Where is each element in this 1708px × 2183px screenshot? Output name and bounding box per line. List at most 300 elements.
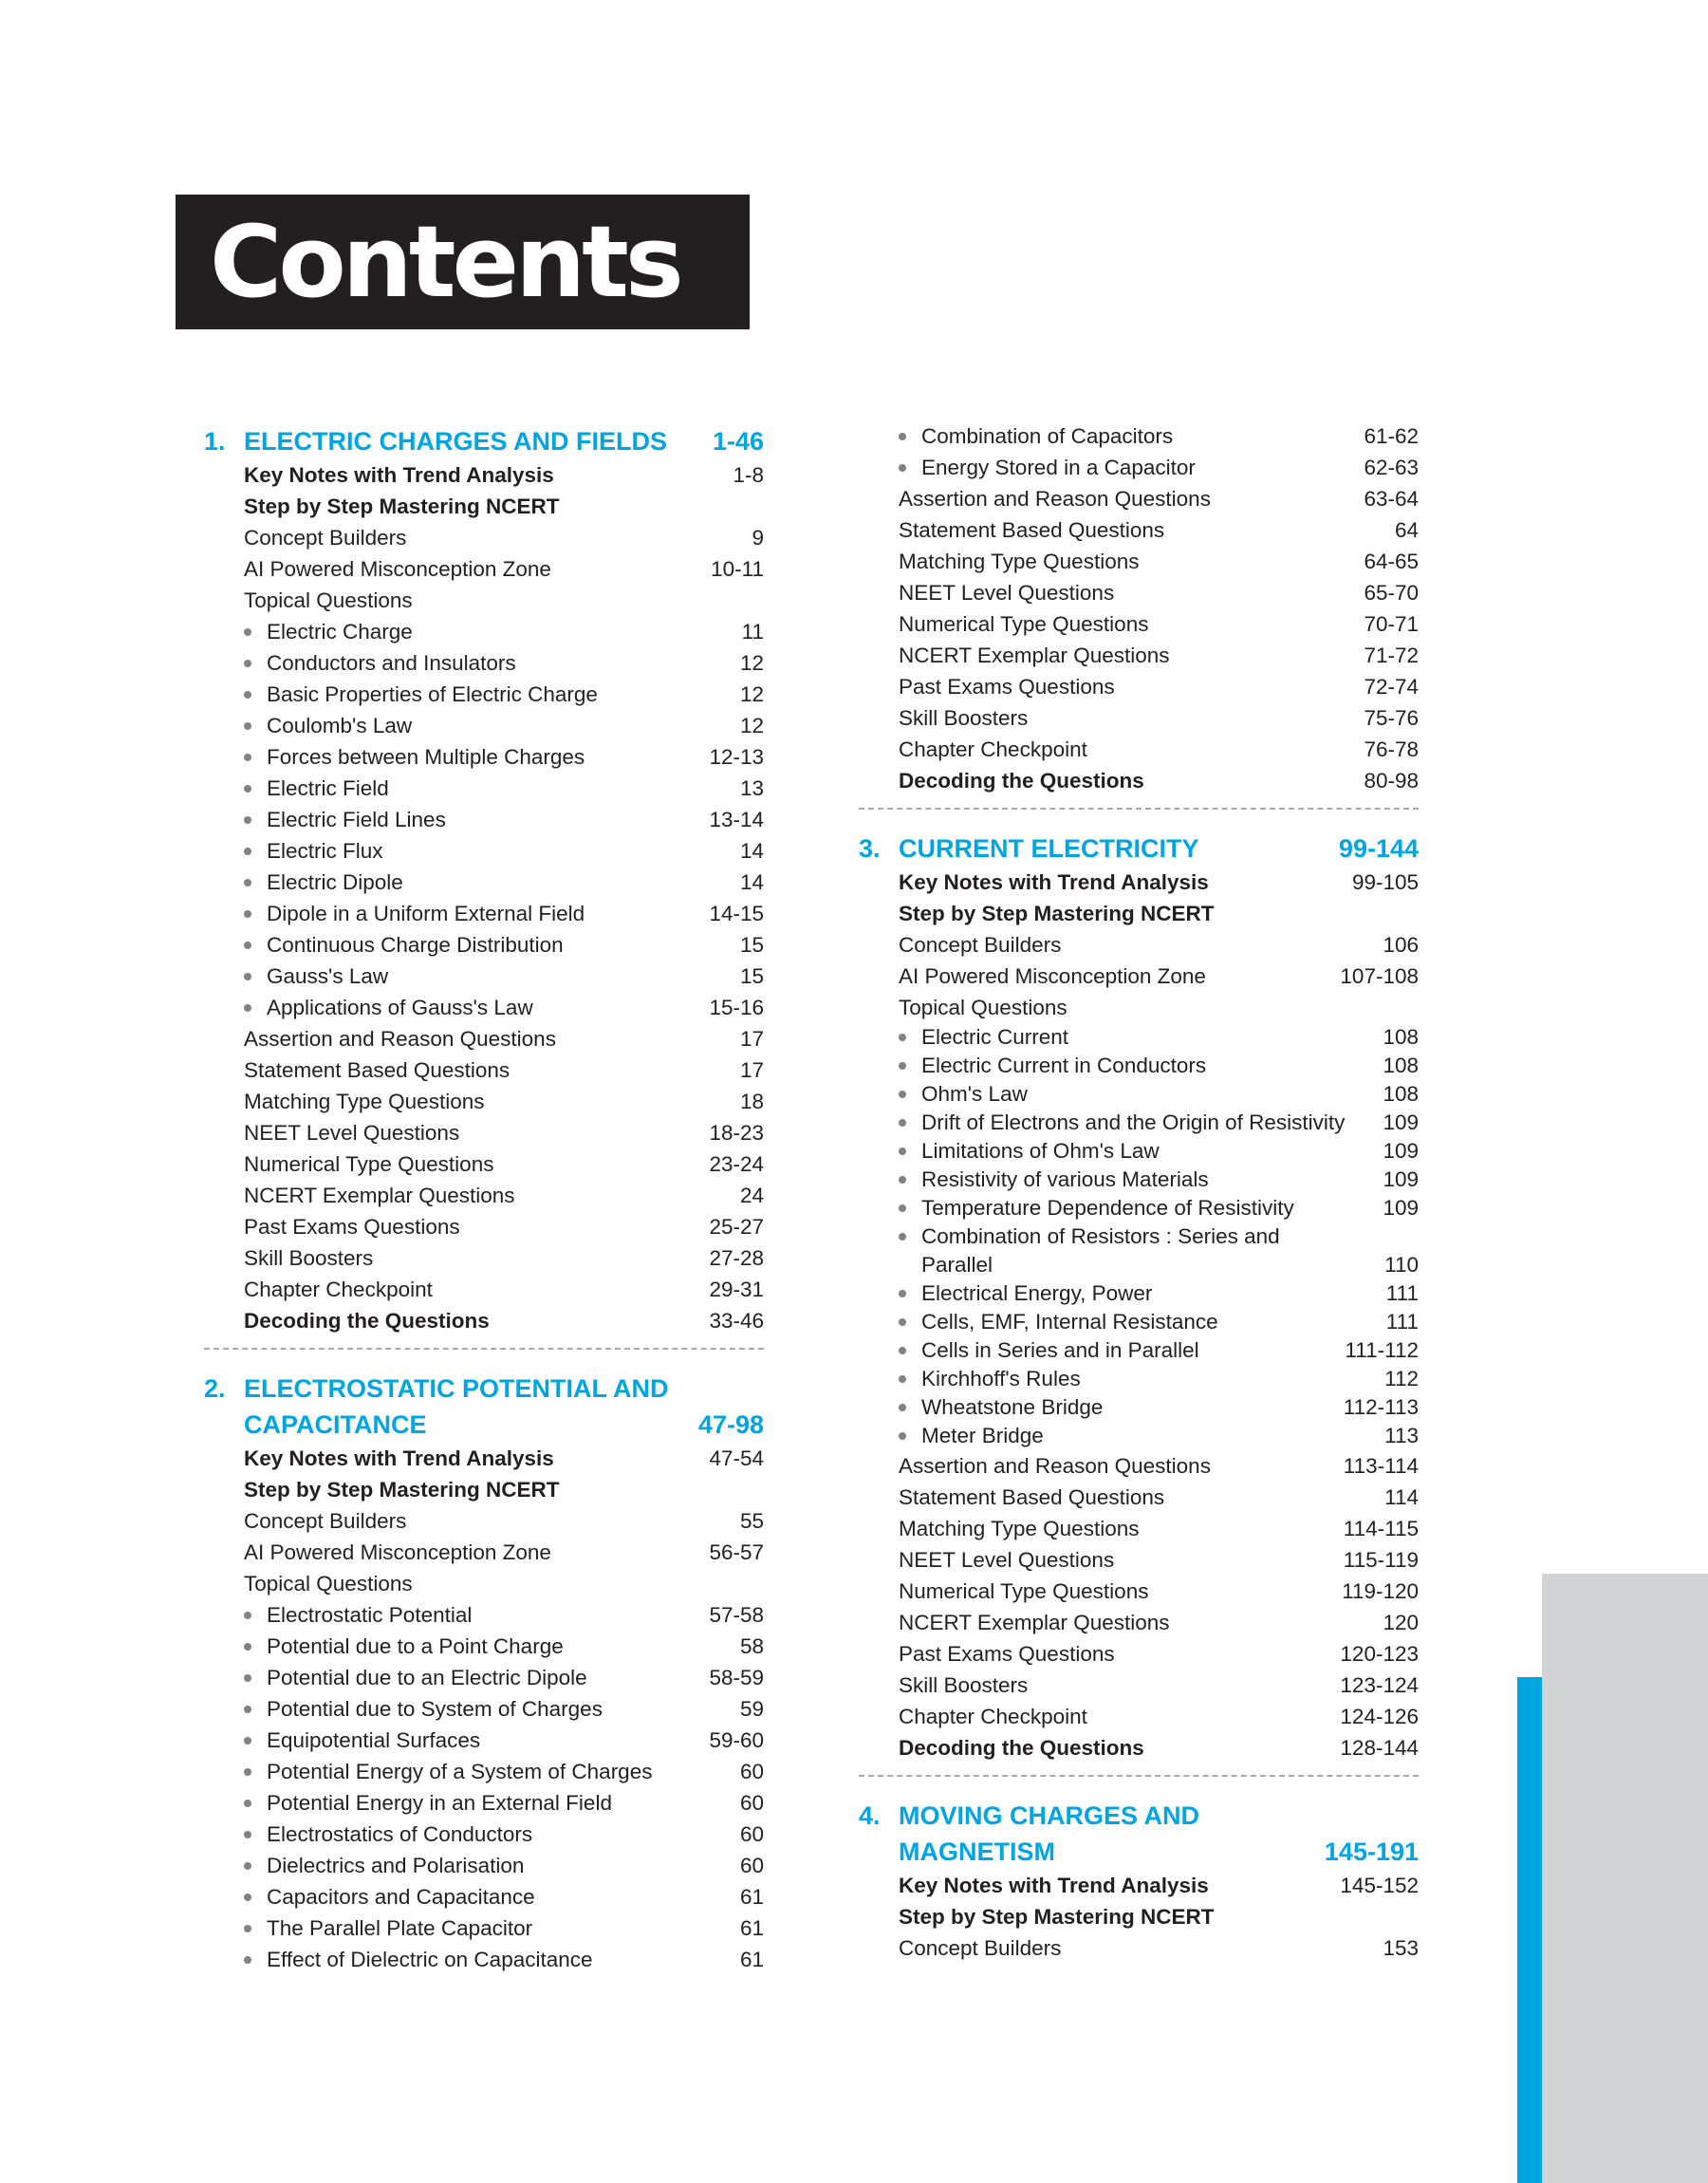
bullet-icon <box>899 1062 906 1070</box>
entry-label: Electric Current <box>921 1025 1069 1049</box>
entry-label: Potential Energy of a System of Charges <box>267 1760 653 1783</box>
entry-page: 61 <box>739 1916 764 1940</box>
entry-page: 123-124 <box>1340 1673 1419 1697</box>
entry-label: NEET Level Questions <box>244 1121 460 1145</box>
toc-entry[interactable] <box>204 710 764 741</box>
toc-entry[interactable] <box>204 1305 764 1336</box>
toc-entry[interactable] <box>204 1725 764 1756</box>
toc-entry[interactable] <box>204 1568 764 1599</box>
entry-label: Capacitors and Capacitance <box>267 1885 535 1909</box>
chapter-4-heading[interactable] <box>859 1798 1419 1834</box>
toc-entry[interactable] <box>204 1117 764 1148</box>
toc-entry[interactable] <box>204 585 764 616</box>
toc-entry[interactable] <box>204 1819 764 1850</box>
toc-entry[interactable] <box>204 1787 764 1819</box>
entry-label: NEET Level Questions <box>899 1548 1115 1572</box>
toc-entry[interactable] <box>859 483 1419 514</box>
entry-label: Assertion and Reason Questions <box>244 1027 556 1051</box>
entry-page: 10-11 <box>711 557 764 581</box>
bullet-icon <box>244 1956 251 1964</box>
toc-entry[interactable] <box>859 1638 1419 1670</box>
toc-entry[interactable] <box>859 1701 1419 1732</box>
entry-label: Step by Step Mastering NCERT <box>899 1905 1215 1929</box>
bullet-icon <box>899 1404 906 1411</box>
entry-label: Electric Dipole <box>267 870 403 894</box>
entry-page: 24 <box>739 1184 764 1207</box>
chapter-3-heading[interactable] <box>859 830 1419 867</box>
entry-page: 70-71 <box>1364 612 1419 636</box>
entry-label: Chapter Checkpoint <box>244 1278 433 1301</box>
toc-entry[interactable] <box>204 1474 764 1505</box>
entry-page: 14 <box>739 870 764 894</box>
toc-entry[interactable] <box>859 1080 1419 1109</box>
entry-page: 47-54 <box>709 1446 764 1470</box>
toc-entry[interactable] <box>859 1023 1419 1052</box>
entry-label: Equipotential Surfaces <box>267 1728 481 1752</box>
entry-label: Chapter Checkpoint <box>899 737 1087 761</box>
entry-page: 60 <box>739 1791 764 1815</box>
entry-label: NCERT Exemplar Questions <box>244 1184 515 1207</box>
entry-label: Skill Boosters <box>899 1673 1029 1697</box>
toc-entry[interactable] <box>204 616 764 647</box>
toc-entry[interactable] <box>859 961 1419 992</box>
entry-label: Resistivity of various Materials <box>921 1167 1209 1191</box>
bullet-icon <box>244 1925 251 1932</box>
toc-entry[interactable] <box>859 671 1419 702</box>
bullet-icon <box>899 464 906 472</box>
entry-label: Ohm's Law <box>921 1082 1028 1106</box>
toc-entry[interactable] <box>204 1599 764 1631</box>
contents-right-column <box>859 420 1419 1964</box>
toc-entry[interactable] <box>204 1912 764 1944</box>
entry-page: 108 <box>1383 1082 1419 1106</box>
toc-entry[interactable] <box>204 553 764 585</box>
toc-entry[interactable] <box>859 1450 1419 1482</box>
entry-label: Combination of Resistors : Series and <box>921 1224 1280 1248</box>
toc-entry[interactable] <box>859 1901 1419 1932</box>
toc-entry[interactable] <box>204 773 764 804</box>
bullet-icon <box>899 1147 906 1155</box>
entry-page: 15 <box>739 964 764 988</box>
page-title: Contents <box>176 195 750 329</box>
entry-label: Potential Energy in an External Field <box>267 1791 612 1815</box>
bullet-icon <box>899 1375 906 1383</box>
toc-entry[interactable] <box>859 1422 1419 1450</box>
toc-entry[interactable] <box>859 514 1419 546</box>
toc-entry[interactable] <box>204 1850 764 1881</box>
toc-entry[interactable] <box>859 734 1419 765</box>
toc-entry[interactable] <box>204 804 764 835</box>
entry-label: Dielectrics and Polarisation <box>267 1854 525 1877</box>
bullet-icon <box>899 433 906 440</box>
chapter-3-items <box>859 867 1419 1222</box>
entry-label: Forces between Multiple Charges <box>267 745 585 769</box>
bullet-icon <box>899 1233 906 1241</box>
chapter-2-heading[interactable] <box>204 1371 764 1407</box>
entry-label: Step by Step Mastering NCERT <box>244 1478 560 1502</box>
bullet-icon <box>244 848 251 855</box>
toc-entry[interactable] <box>859 577 1419 608</box>
entry-label: The Parallel Plate Capacitor <box>267 1916 533 1940</box>
chapter-number: 2. <box>204 1374 226 1403</box>
toc-entry[interactable] <box>204 1443 764 1474</box>
entry-label: NCERT Exemplar Questions <box>899 1611 1170 1634</box>
toc-entry[interactable] <box>204 1054 764 1086</box>
entry-page: 58 <box>739 1634 764 1658</box>
chapter-pages: 145-191 <box>1324 1838 1419 1866</box>
bullet-icon <box>244 1674 251 1682</box>
chapter-number: 1. <box>204 427 226 456</box>
entry-page: 120-123 <box>1340 1642 1419 1666</box>
entry-page: 109 <box>1383 1196 1419 1220</box>
toc-entry[interactable] <box>204 1631 764 1662</box>
entry-label: Meter Bridge <box>921 1424 1044 1447</box>
entry-page: 80-98 <box>1364 769 1419 793</box>
entry-page: 145-152 <box>1340 1874 1419 1897</box>
entry-page: 124-126 <box>1340 1705 1419 1728</box>
toc-entry[interactable] <box>859 1137 1419 1166</box>
entry-label: Matching Type Questions <box>244 1090 485 1113</box>
entry-label: Cells, EMF, Internal Resistance <box>921 1310 1218 1334</box>
chapter-divider <box>204 1348 764 1350</box>
bullet-icon <box>244 1643 251 1651</box>
entry-label: Concept Builders <box>244 526 407 550</box>
toc-entry[interactable] <box>859 1544 1419 1576</box>
toc-entry[interactable] <box>204 929 764 961</box>
entry-label: Coulomb's Law <box>267 714 413 737</box>
entry-page: 75-76 <box>1364 706 1419 730</box>
bullet-icon <box>899 1119 906 1127</box>
chapter-2-items <box>204 1443 764 1975</box>
entry-page: 13-14 <box>709 808 764 831</box>
chapter-pages: 47-98 <box>697 1410 764 1439</box>
entry-page: 17 <box>739 1058 764 1082</box>
toc-entry[interactable] <box>204 867 764 898</box>
entry-label: Chapter Checkpoint <box>899 1705 1087 1728</box>
entry-label: Dipole in a Uniform External Field <box>267 902 585 925</box>
entry-label: Matching Type Questions <box>899 550 1140 573</box>
toc-entry[interactable] <box>204 1274 764 1305</box>
bullet-icon <box>899 1347 906 1354</box>
entry-page: 65-70 <box>1364 581 1419 605</box>
toc-entry[interactable] <box>204 459 764 491</box>
toc-entry[interactable] <box>859 1513 1419 1544</box>
entry-page: 113-114 <box>1343 1454 1419 1478</box>
toc-entry[interactable] <box>859 992 1419 1023</box>
toc-entry[interactable] <box>859 1109 1419 1137</box>
side-tab <box>1542 1574 1708 2183</box>
entry-label: Decoding the Questions <box>899 769 1144 793</box>
toc-entry[interactable] <box>204 961 764 992</box>
entry-page: 60 <box>739 1822 764 1846</box>
entry-label: Key Notes with Trend Analysis <box>899 1874 1209 1897</box>
entry-label: Electric Current in Conductors <box>921 1054 1207 1077</box>
entry-label: Electrical Energy, Power <box>921 1281 1153 1305</box>
toc-entry[interactable] <box>204 1693 764 1725</box>
entry-label: Statement Based Questions <box>899 518 1165 542</box>
entry-page: 60 <box>739 1854 764 1877</box>
bullet-icon <box>244 910 251 918</box>
entry-label: Statement Based Questions <box>244 1058 511 1082</box>
toc-entry[interactable] <box>204 1881 764 1912</box>
bullet-icon <box>244 1800 251 1807</box>
entry-label: Electrostatic Potential <box>267 1603 473 1627</box>
entry-label: Step by Step Mastering NCERT <box>899 902 1215 925</box>
entry-label: Topical Questions <box>244 588 413 612</box>
toc-entry[interactable] <box>204 1086 764 1117</box>
entry-page: 109 <box>1383 1167 1419 1191</box>
entry-page: 72-74 <box>1364 675 1419 699</box>
entry-page: 63-64 <box>1364 487 1419 511</box>
bullet-icon <box>244 1831 251 1838</box>
entry-page: 106 <box>1383 933 1419 957</box>
toc-entry[interactable] <box>859 1607 1419 1638</box>
entry-label: Electrostatics of Conductors <box>267 1822 533 1846</box>
entry-label: Potential due to a Point Charge <box>267 1634 564 1658</box>
toc-entry[interactable] <box>204 522 764 553</box>
toc-entry[interactable] <box>204 1211 764 1242</box>
toc-entry[interactable] <box>859 765 1419 796</box>
toc-entry[interactable] <box>204 1662 764 1693</box>
entry-page: 112 <box>1384 1367 1419 1390</box>
entry-label: Conductors and Insulators <box>267 651 516 675</box>
chapter-title-line2: CAPACITANCE <box>244 1410 427 1439</box>
chapter-pages: 99-144 <box>1338 834 1419 863</box>
entry-label: Concept Builders <box>244 1509 407 1533</box>
bullet-icon <box>244 1862 251 1870</box>
entry-page: 64-65 <box>1364 550 1419 573</box>
entry-page: 108 <box>1383 1025 1419 1049</box>
toc-entry[interactable] <box>859 1222 1419 1251</box>
entry-label: AI Powered Misconception Zone <box>899 964 1206 988</box>
entry-page: 110 <box>1384 1253 1419 1277</box>
entry-label: Energy Stored in a Capacitor <box>921 456 1196 479</box>
toc-entry[interactable] <box>859 1308 1419 1336</box>
entry-label: Potential due to System of Charges <box>267 1697 603 1721</box>
entry-label: Wheatstone Bridge <box>921 1395 1104 1419</box>
bullet-icon <box>244 1894 251 1901</box>
contents-left-column <box>204 423 764 1975</box>
chapter-pages: 1-46 <box>712 427 764 456</box>
entry-label: Decoding the Questions <box>899 1736 1144 1760</box>
entry-page: 76-78 <box>1364 737 1419 761</box>
entry-label: Electric Charge <box>267 620 413 644</box>
entry-label: Assertion and Reason Questions <box>899 1454 1211 1478</box>
entry-label: Key Notes with Trend Analysis <box>244 463 554 487</box>
toc-entry[interactable] <box>859 1732 1419 1763</box>
entry-label: Numerical Type Questions <box>899 1579 1149 1603</box>
entry-page: 9 <box>752 526 764 550</box>
toc-entry[interactable] <box>859 1870 1419 1901</box>
chapter-title-line2: MAGNETISM <box>899 1838 1055 1866</box>
toc-entry[interactable] <box>204 1756 764 1787</box>
entry-label: Statement Based Questions <box>899 1485 1165 1509</box>
entry-page: 113 <box>1384 1424 1419 1447</box>
entry-label: Electric Flux <box>267 839 383 863</box>
entry-label: Matching Type Questions <box>899 1517 1140 1540</box>
toc-entry[interactable] <box>204 679 764 710</box>
toc-entry[interactable] <box>204 835 764 867</box>
entry-page: 119-120 <box>1342 1579 1419 1603</box>
entry-label: Combination of Capacitors <box>921 424 1174 448</box>
bullet-icon <box>899 1034 906 1041</box>
chapter-3-items-continued <box>859 1279 1419 1763</box>
side-tab-accent <box>1517 1677 1542 2183</box>
entry-label: NCERT Exemplar Questions <box>899 644 1170 667</box>
toc-entry[interactable] <box>204 1180 764 1211</box>
chapter-divider <box>859 808 1419 810</box>
bullet-icon <box>899 1176 906 1184</box>
entry-page: 153 <box>1383 1936 1419 1960</box>
toc-entry[interactable] <box>859 929 1419 961</box>
entry-label: Electric Field <box>267 776 389 800</box>
entry-label: Basic Properties of Electric Charge <box>267 682 598 706</box>
entry-label: Cells in Series and in Parallel <box>921 1338 1199 1362</box>
entry-label: Gauss's Law <box>267 964 389 988</box>
entry-label: Skill Boosters <box>244 1246 374 1270</box>
toc-entry[interactable] <box>859 1052 1419 1080</box>
entry-page: 57-58 <box>709 1603 764 1627</box>
entry-page: 61 <box>739 1948 764 1971</box>
entry-page: 111 <box>1385 1281 1419 1305</box>
entry-label: Numerical Type Questions <box>244 1152 494 1176</box>
toc-entry[interactable] <box>204 992 764 1023</box>
toc-entry[interactable] <box>859 546 1419 577</box>
entry-page: 12 <box>739 651 764 675</box>
toc-entry[interactable] <box>204 491 764 522</box>
toc-entry[interactable] <box>204 1944 764 1975</box>
chapter-1-items <box>204 459 764 1336</box>
entry-page: 128-144 <box>1340 1736 1419 1760</box>
entry-label: Numerical Type Questions <box>899 612 1149 636</box>
toc-entry[interactable] <box>204 1148 764 1180</box>
entry-page: 13 <box>739 776 764 800</box>
entry-page: 27-28 <box>709 1246 764 1270</box>
toc-entry[interactable] <box>859 1576 1419 1607</box>
entry-label: Effect of Dielectric on Capacitance <box>267 1948 593 1971</box>
bullet-icon <box>244 1768 251 1776</box>
toc-entry[interactable] <box>859 1393 1419 1422</box>
toc-entry[interactable] <box>859 452 1419 483</box>
toc-entry[interactable] <box>204 1537 764 1568</box>
entry-page: 114-115 <box>1343 1517 1419 1540</box>
entry-page: 120 <box>1383 1611 1419 1634</box>
entry-page: 33-46 <box>709 1309 764 1333</box>
toc-entry-continued[interactable] <box>859 1251 1419 1279</box>
chapter-title-line1: MOVING CHARGES AND <box>899 1801 1200 1830</box>
toc-entry[interactable] <box>204 741 764 773</box>
entry-page: 59-60 <box>709 1728 764 1752</box>
toc-entry[interactable] <box>204 647 764 679</box>
bullet-icon <box>899 1318 906 1326</box>
entry-page: 14 <box>739 839 764 863</box>
entry-label: AI Powered Misconception Zone <box>244 1540 551 1564</box>
entry-label: NEET Level Questions <box>899 581 1115 605</box>
chapter-title: CURRENT ELECTRICITY <box>899 834 1199 863</box>
entry-page: 115-119 <box>1343 1548 1419 1572</box>
toc-entry[interactable] <box>859 1166 1419 1194</box>
toc-entry[interactable] <box>859 1365 1419 1393</box>
bullet-icon <box>244 1004 251 1012</box>
bullet-icon <box>244 691 251 699</box>
bullet-icon <box>244 1737 251 1745</box>
toc-entry[interactable] <box>859 898 1419 929</box>
entry-page: 62-63 <box>1364 456 1419 479</box>
toc-entry[interactable] <box>859 1482 1419 1513</box>
entry-label: Applications of Gauss's Law <box>267 996 533 1019</box>
entry-page: 11 <box>741 620 764 644</box>
entry-page: 61 <box>739 1885 764 1909</box>
entry-label: Drift of Electrons and the Origin of Resistivity <box>921 1110 1346 1134</box>
entry-page: 15-16 <box>709 996 764 1019</box>
entry-page: 12 <box>739 682 764 706</box>
toc-entry[interactable] <box>859 1194 1419 1222</box>
entry-page: 61-62 <box>1364 424 1419 448</box>
entry-page: 25-27 <box>709 1215 764 1239</box>
bullet-icon <box>244 816 251 824</box>
entry-page: 17 <box>739 1027 764 1051</box>
chapter-number: 4. <box>859 1801 881 1830</box>
toc-entry[interactable] <box>859 420 1419 452</box>
toc-entry[interactable] <box>859 1670 1419 1701</box>
entry-page: 1-8 <box>733 463 764 487</box>
chapter-title: ELECTRIC CHARGES AND FIELDS <box>244 427 668 456</box>
entry-page: 107-108 <box>1340 964 1419 988</box>
entry-page: 12 <box>739 714 764 737</box>
entry-label: Concept Builders <box>899 933 1062 957</box>
toc-entry[interactable] <box>859 608 1419 640</box>
toc-entry[interactable] <box>204 898 764 929</box>
entry-page: 29-31 <box>709 1278 764 1301</box>
entry-page: 109 <box>1383 1110 1419 1134</box>
entry-page: 99-105 <box>1351 870 1419 894</box>
entry-label: Concept Builders <box>899 1936 1062 1960</box>
entry-label: Kirchhoff's Rules <box>921 1367 1081 1390</box>
entry-label: Continuous Charge Distribution <box>267 933 564 957</box>
entry-page: 114 <box>1384 1485 1419 1509</box>
toc-entry[interactable] <box>859 1336 1419 1365</box>
toc-entry[interactable] <box>859 702 1419 734</box>
entry-page: 56-57 <box>709 1540 764 1564</box>
bullet-icon <box>244 628 251 636</box>
entry-label: Past Exams Questions <box>899 675 1115 699</box>
chapter-4-heading-line2[interactable] <box>859 1834 1419 1870</box>
bullet-icon <box>244 1612 251 1619</box>
toc-entry[interactable] <box>204 1023 764 1054</box>
toc-entry[interactable] <box>859 867 1419 898</box>
chapter-1-heading[interactable] <box>204 423 764 459</box>
entry-page: 23-24 <box>709 1152 764 1176</box>
entry-label: Assertion and Reason Questions <box>899 487 1211 511</box>
entry-page: 71-72 <box>1364 644 1419 667</box>
chapter-2-items-continued <box>859 420 1419 796</box>
entry-label: Past Exams Questions <box>244 1215 460 1239</box>
chapter-2-heading-line2[interactable] <box>204 1407 764 1443</box>
bullet-icon <box>244 660 251 667</box>
toc-entry[interactable] <box>859 640 1419 671</box>
bullet-icon <box>244 1706 251 1713</box>
toc-entry[interactable] <box>859 1932 1419 1964</box>
toc-entry[interactable] <box>204 1505 764 1537</box>
chapter-divider <box>859 1775 1419 1777</box>
toc-entry[interactable] <box>204 1242 764 1274</box>
toc-entry[interactable] <box>859 1279 1419 1308</box>
entry-page: 109 <box>1383 1139 1419 1163</box>
entry-label: Step by Step Mastering NCERT <box>244 494 560 518</box>
entry-label: Electric Field Lines <box>267 808 446 831</box>
entry-page: 111 <box>1385 1310 1419 1334</box>
bullet-icon <box>244 879 251 886</box>
